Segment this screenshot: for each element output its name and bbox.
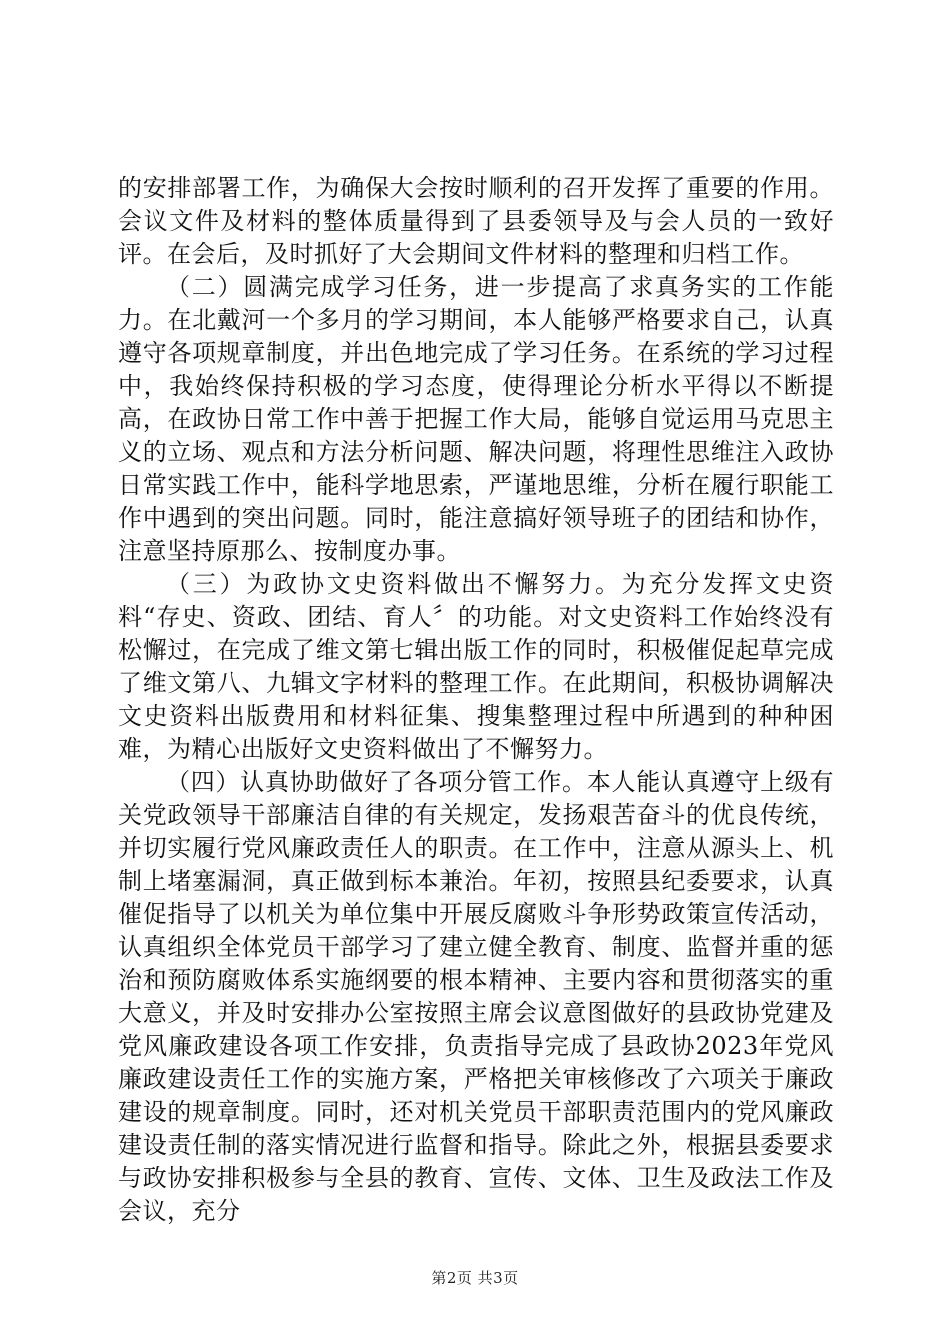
paragraph-historical-materials: （三）为政协文史资料做出不懈努力。为充分发挥文史资料“存史、资政、团结、育人〞的功能。对文史资料工作始终没有松懈过，在完成了维文第七辑出版工作的同时，积极催促起草完成了维文第八、九辑文字材料的整理工作。在此期间，积极协调解决文史资料出版费用和材料征集、搜集整理过程中所遇到的种种困难，为精心出版好文史资料做出了不懈努力。 [118,570,834,763]
paragraph-managed-work: （四）认真协助做好了各项分管工作。本人能认真遵守上级有关党政领导干部廉洁自律的有关规定，发扬艰苦奋斗的优良传统，并切实履行党风廉政责任人的职责。在工作中，注意从源头上、机制上堵塞漏洞，真正做到标本兼治。年初，按照县纪委要求，认真催促指导了以机关为单位集中开展反腐败斗争形势政策宣传活动，认真组织全体党员干部学习了建立健全教育、制度、监督并重的惩治和预防腐败体系实施纲要的根本精神、主要内容和贯彻落实的重大意义，并及时安排办公室按照主席会议意图做好的县政协党建及党风廉政建设各项工作安排，负责指导完成了县政协2023年党风廉政建设责任工作的实施方案，严格把关审核修改了六项关于廉政建设的规章制度。同时，还对机关党员干部职责范围内的党风廉政建设责任制的落实情况进行监督和指导。除此之外，根据县委要求与政协安排积极参与全县的教育、宣传、文体、卫生及政法工作及会议，充分 [118,768,834,1225]
page-number-footer: 第2页 共3页 [431,1269,519,1287]
paragraph-continuation: 的安排部署工作，为确保大会按时顺利的召开发挥了重要的作用。会议文件及材料的整体质量得到了县委领导及与会人员的一致好评。在会后，及时抓好了大会期间文件材料的整理和归档工作。 [118,174,834,268]
paragraph-study-task: （二）圆满完成学习任务，进一步提高了求真务实的工作能力。在北戴河一个多月的学习期间，本人能够严格要求自己，认真遵守各项规章制度，并出色地完成了学习任务。在系统的学习过程中，我始终保持积极的学习态度，使得理论分析水平得以不断提高，在政协日常工作中善于把握工作大局，能够自觉运用马克思主义的立场、观点和方法分析问题、解决问题，将理性思维注入政协日常实践工作中，能科学地思索，严谨地思维，分析在履行职能工作中遇到的突出问题。同时，能注意搞好领导班子的团结和协作，注意坚持原那么、按制度办事。 [118,273,834,565]
document-body [118,172,834,1228]
